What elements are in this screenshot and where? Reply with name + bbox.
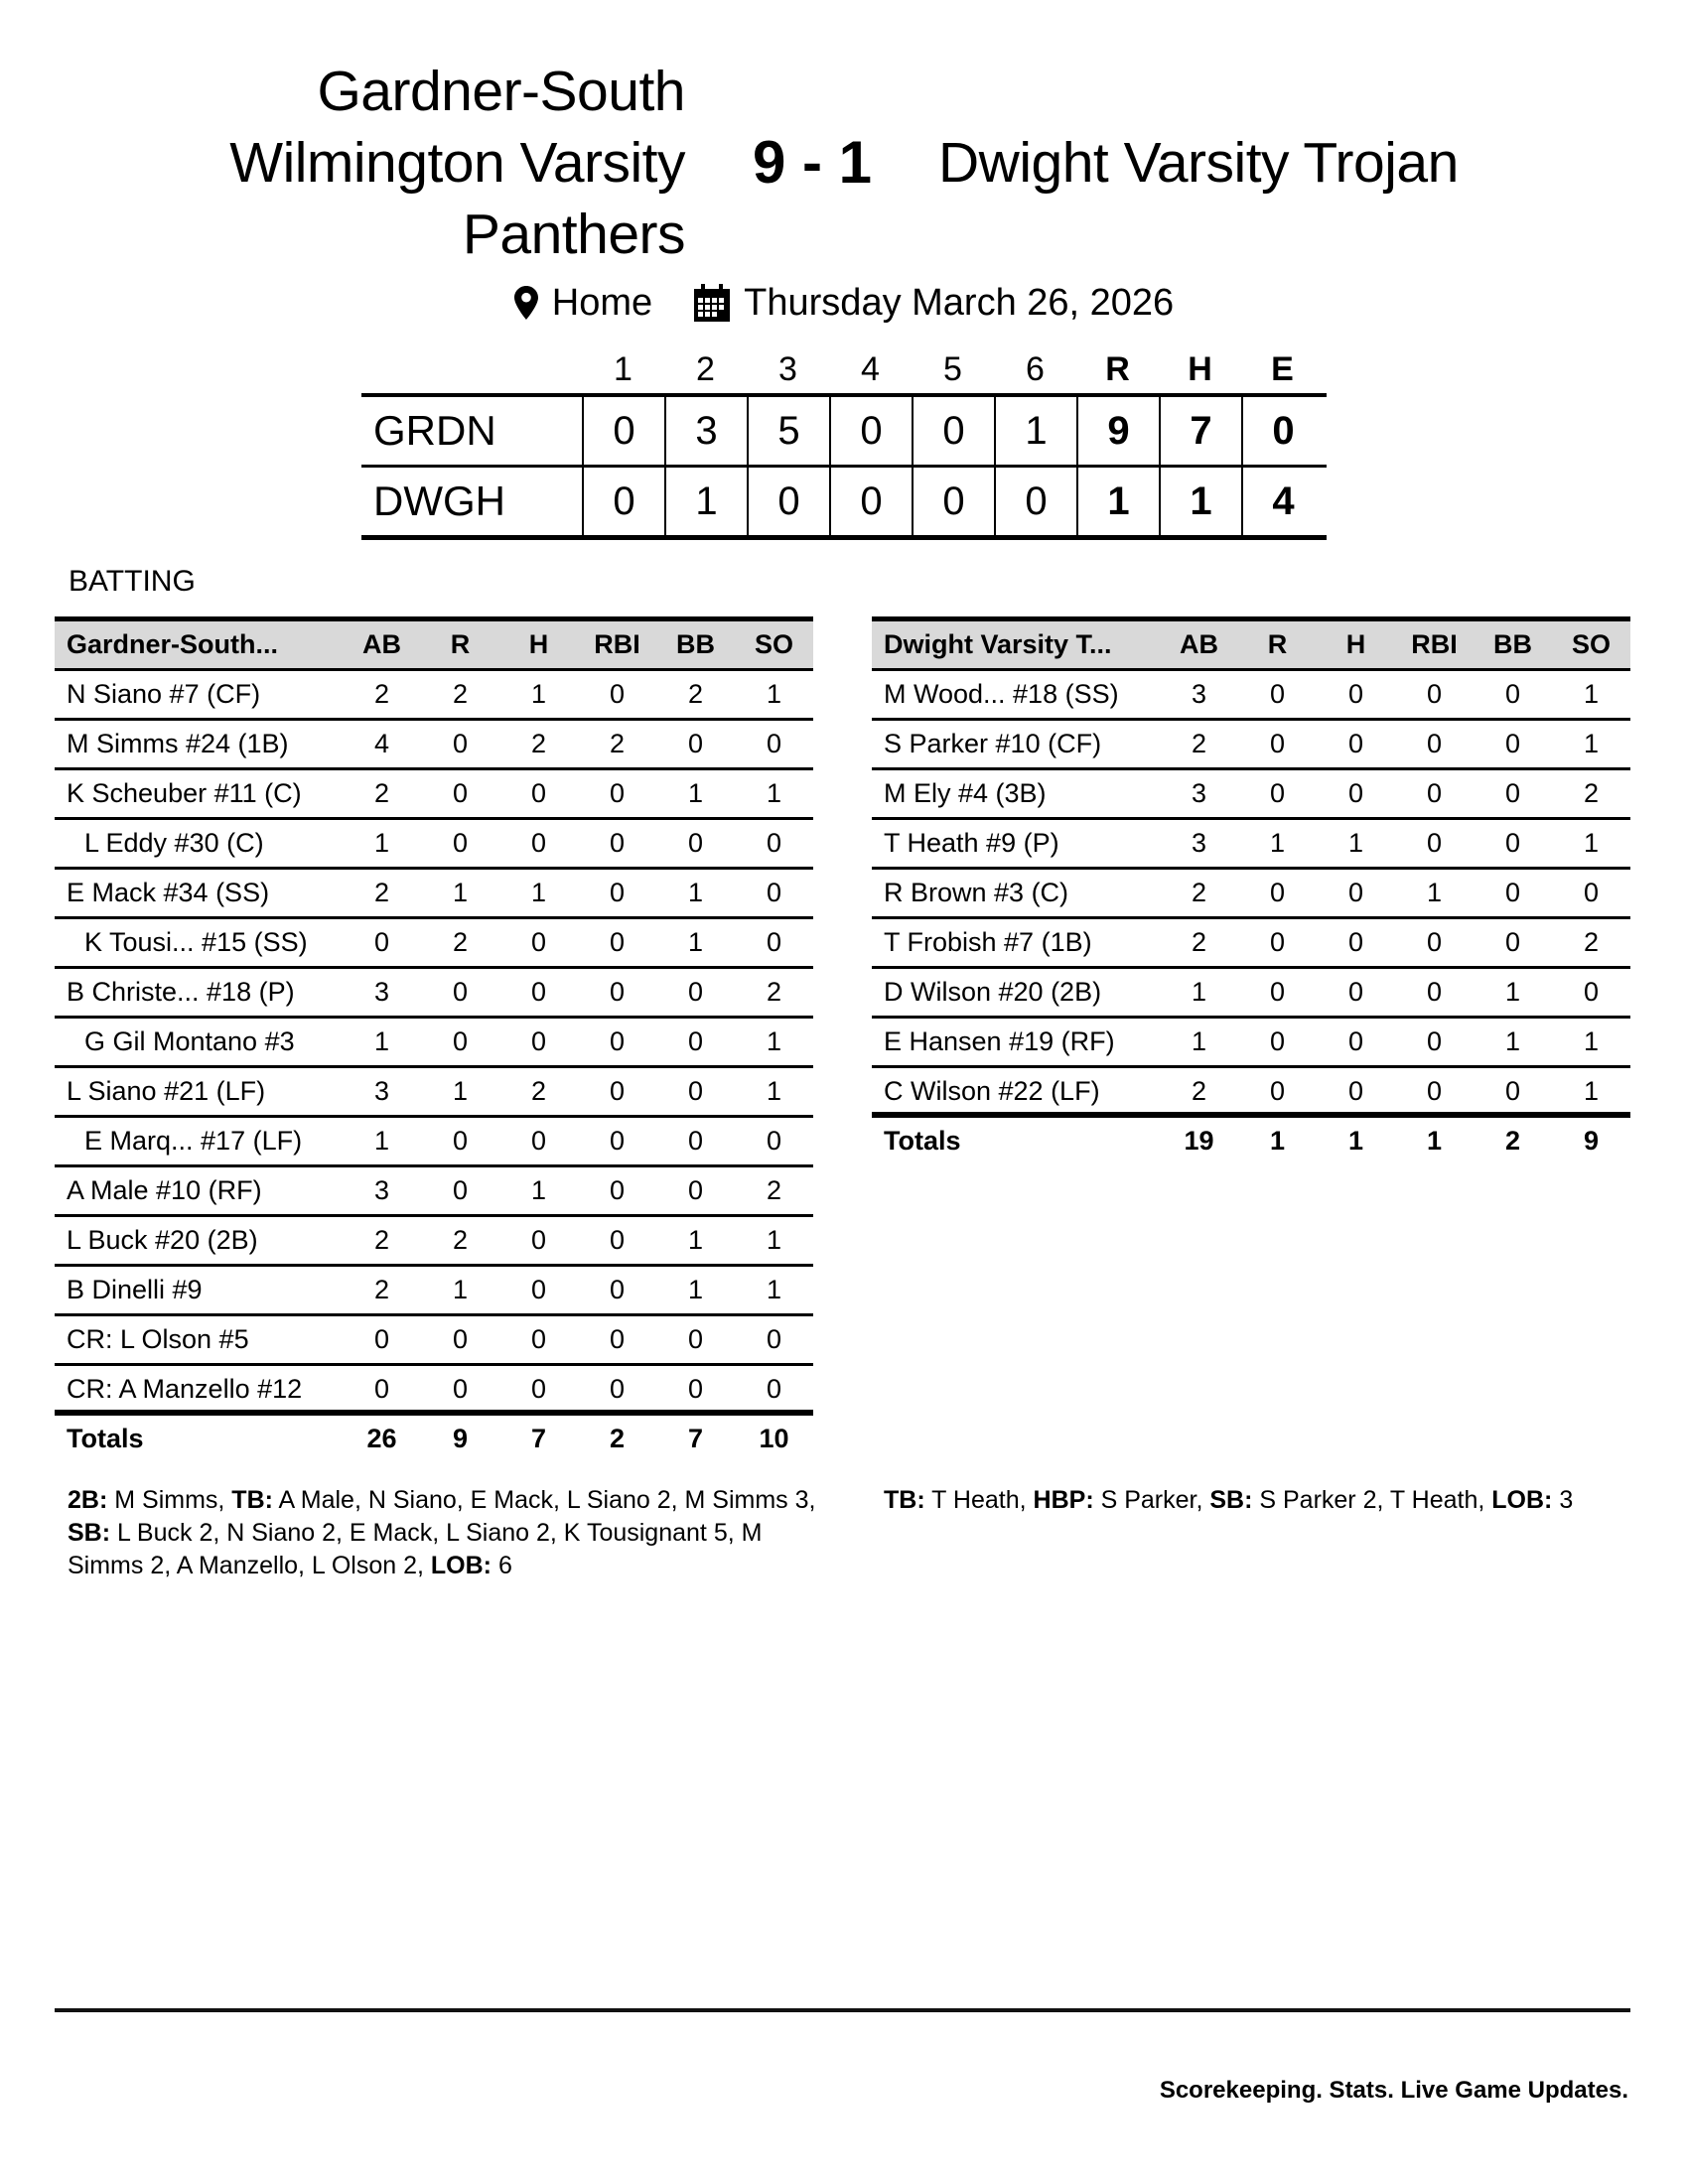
stat-ab: 2 (373, 679, 390, 709)
stat-rbi: 0 (1426, 778, 1443, 808)
stat-column-header-r: R (450, 629, 471, 659)
stat-ab: 3 (373, 977, 390, 1007)
stat-column-header-bb: BB (1493, 629, 1532, 659)
stat-rbi: 0 (1426, 977, 1443, 1007)
player-name: R Brown #3 (C) (884, 878, 1069, 907)
stat-bb: 1 (1504, 1026, 1521, 1056)
stat-column-header-h: H (528, 629, 549, 659)
stat-ab: 3 (1191, 778, 1207, 808)
inning-score: 0 (747, 468, 829, 535)
total-so: 10 (759, 1424, 789, 1453)
stat-ab: 2 (373, 1275, 390, 1304)
note-label: 2B: (68, 1486, 108, 1514)
stat-ab: 1 (1191, 1026, 1207, 1056)
player-name: S Parker #10 (CF) (884, 729, 1102, 758)
stat-so: 0 (1583, 977, 1600, 1007)
player-row (872, 870, 1630, 919)
total-bb: 2 (1504, 1126, 1521, 1156)
inning-score: 0 (912, 397, 994, 465)
stat-ab: 2 (373, 778, 390, 808)
stat-h: 0 (1347, 1026, 1364, 1056)
player-name: C Wilson #22 (LF) (884, 1076, 1100, 1106)
stat-bb: 0 (687, 729, 704, 758)
stat-so: 1 (766, 1076, 782, 1106)
away-batting-table (872, 616, 1630, 1167)
total-h: 7 (530, 1424, 547, 1453)
player-row (872, 1019, 1630, 1068)
stat-ab: 2 (1191, 878, 1207, 907)
stat-r: 0 (452, 1374, 469, 1404)
stat-r: 1 (452, 1275, 469, 1304)
stat-r: 0 (1269, 1026, 1286, 1056)
stat-bb: 1 (687, 927, 704, 957)
stat-rbi: 0 (609, 1324, 626, 1354)
inning-score: 1 (994, 397, 1076, 465)
stat-r: 1 (452, 878, 469, 907)
player-row (872, 969, 1630, 1019)
stat-bb: 0 (1504, 878, 1521, 907)
note-label: TB: (884, 1486, 925, 1514)
stat-rbi: 0 (609, 1374, 626, 1404)
stat-so: 1 (1583, 1076, 1600, 1106)
stat-so: 1 (766, 1026, 782, 1056)
totals-label: Totals (67, 1424, 144, 1453)
totals-row (872, 1118, 1630, 1167)
stat-h: 1 (530, 1175, 547, 1205)
home-batting-notes (68, 1484, 822, 1582)
player-row (55, 1068, 813, 1118)
stat-so: 1 (1583, 679, 1600, 709)
stat-so: 1 (1583, 729, 1600, 758)
stat-bb: 0 (1504, 778, 1521, 808)
table-header (872, 616, 1630, 671)
stat-ab: 2 (1191, 927, 1207, 957)
linescore-row-away (361, 465, 1327, 535)
stat-bb: 1 (1504, 977, 1521, 1007)
location-text: Home (551, 281, 653, 324)
stat-bb: 0 (1504, 927, 1521, 957)
stat-ab: 3 (1191, 679, 1207, 709)
player-name: L Buck #20 (2B) (67, 1225, 258, 1255)
team-abbr: DWGH (373, 478, 505, 524)
total-r: 9 (452, 1424, 469, 1453)
note-text: M Simms, (107, 1486, 232, 1514)
stat-h: 0 (1347, 1076, 1364, 1106)
note-label: TB: (231, 1486, 273, 1514)
stat-bb: 0 (687, 1374, 704, 1404)
footer-tagline: Scorekeeping. Stats. Live Game Updates. (1159, 2077, 1628, 2104)
player-name: E Hansen #19 (RF) (884, 1026, 1115, 1056)
stat-r: 2 (452, 679, 469, 709)
player-name: N Siano #7 (CF) (67, 679, 261, 709)
stat-r: 0 (1269, 927, 1286, 957)
stat-r: 0 (452, 828, 469, 858)
stat-bb: 2 (687, 679, 704, 709)
note-text: L Buck 2, N Siano 2, E Mack, L Siano 2, K Tousignant 5, M Simms 2, A Manzello, L Olson 2, (68, 1519, 763, 1579)
stat-ab: 0 (373, 1374, 390, 1404)
player-row (55, 969, 813, 1019)
away-team-name: Dwight Varsity Trojan (938, 131, 1459, 195)
note-text: 3 (1552, 1486, 1574, 1514)
calendar-icon (694, 284, 730, 322)
stat-rbi: 0 (1426, 1076, 1443, 1106)
stat-h: 0 (1347, 679, 1364, 709)
stat-ab: 0 (373, 927, 390, 957)
stat-bb: 0 (687, 1126, 704, 1156)
note-label: LOB: (430, 1552, 492, 1579)
stat-r: 0 (452, 1026, 469, 1056)
stat-column-header-rbi: RBI (594, 629, 640, 659)
stat-r: 0 (1269, 679, 1286, 709)
player-name: T Heath #9 (P) (884, 828, 1059, 858)
stat-ab: 2 (1191, 1076, 1207, 1106)
stat-bb: 0 (1504, 679, 1521, 709)
player-row (55, 671, 813, 721)
stat-so: 2 (1583, 778, 1600, 808)
player-name: CR: L Olson #5 (67, 1324, 249, 1354)
stat-r: 0 (452, 1324, 469, 1354)
stat-h: 0 (530, 1126, 547, 1156)
total-h: 1 (1347, 1126, 1364, 1156)
stat-so: 1 (1583, 1026, 1600, 1056)
total-errors: 4 (1241, 468, 1324, 535)
player-row (872, 721, 1630, 770)
linescore-header (361, 343, 1327, 393)
inning-score: 0 (829, 397, 912, 465)
stat-rbi: 0 (609, 1225, 626, 1255)
stat-so: 2 (766, 977, 782, 1007)
stat-rbi: 0 (1426, 729, 1443, 758)
stat-h: 0 (530, 977, 547, 1007)
stat-ab: 1 (373, 1126, 390, 1156)
stat-h: 0 (530, 927, 547, 957)
inning-header: 3 (778, 350, 797, 388)
stat-h: 2 (530, 729, 547, 758)
stat-bb: 0 (687, 1026, 704, 1056)
player-row (55, 1316, 813, 1366)
note-text: T Heath, (924, 1486, 1034, 1514)
stat-bb: 0 (687, 1324, 704, 1354)
stat-rbi: 0 (609, 828, 626, 858)
player-row (872, 770, 1630, 820)
inning-score: 1 (664, 468, 747, 535)
stat-bb: 0 (1504, 828, 1521, 858)
stat-h: 0 (1347, 778, 1364, 808)
player-name: K Tousi... #15 (SS) (84, 927, 308, 957)
inning-header: 5 (943, 350, 962, 388)
player-row (55, 870, 813, 919)
home-team-name-line: Wilmington Varsity (229, 131, 685, 195)
stat-h: 0 (530, 828, 547, 858)
batting-section-label: BATTING (69, 565, 196, 598)
player-row (872, 820, 1630, 870)
home-team-name-line: Panthers (462, 203, 685, 266)
player-row (872, 919, 1630, 969)
note-text: A Male, N Siano, E Mack, L Siano 2, M Simms 3, (272, 1486, 816, 1514)
stat-rbi: 0 (609, 1175, 626, 1205)
stat-so: 1 (766, 778, 782, 808)
stat-h: 0 (530, 1026, 547, 1056)
stat-so: 1 (766, 1225, 782, 1255)
stat-rbi: 2 (609, 729, 626, 758)
stat-so: 0 (766, 1324, 782, 1354)
player-row (55, 1366, 813, 1416)
stat-bb: 0 (687, 977, 704, 1007)
stat-bb: 1 (687, 1275, 704, 1304)
stat-rbi: 0 (609, 679, 626, 709)
stat-column-header-ab: AB (1180, 629, 1218, 659)
player-name: E Mack #34 (SS) (67, 878, 270, 907)
stat-h: 0 (530, 1374, 547, 1404)
player-row (55, 770, 813, 820)
inning-score: 0 (582, 468, 664, 535)
inning-score: 0 (912, 468, 994, 535)
inning-header: 2 (696, 350, 715, 388)
totals-label: Totals (884, 1126, 961, 1156)
player-name: D Wilson #20 (2B) (884, 977, 1102, 1007)
player-row (872, 671, 1630, 721)
inning-header: 1 (614, 350, 633, 388)
stat-h: 0 (530, 1225, 547, 1255)
stat-so: 2 (766, 1175, 782, 1205)
stat-bb: 0 (687, 828, 704, 858)
stat-rbi: 0 (609, 1275, 626, 1304)
stat-ab: 1 (1191, 977, 1207, 1007)
stat-bb: 0 (1504, 1076, 1521, 1106)
player-name: L Siano #21 (LF) (67, 1076, 266, 1106)
team-column-header: Gardner-South... (67, 629, 279, 659)
stat-column-header-r: R (1267, 629, 1288, 659)
stat-bb: 0 (687, 1076, 704, 1106)
inning-score: 0 (829, 468, 912, 535)
stat-r: 1 (1269, 828, 1286, 858)
stat-rbi: 0 (609, 1026, 626, 1056)
stat-h: 2 (530, 1076, 547, 1106)
player-row (55, 820, 813, 870)
total-rbi: 1 (1426, 1126, 1443, 1156)
stat-so: 0 (766, 1374, 782, 1404)
stat-so: 0 (1583, 878, 1600, 907)
inning-score: 3 (664, 397, 747, 465)
stat-ab: 0 (373, 1324, 390, 1354)
linescore-table (361, 343, 1327, 540)
total-so: 9 (1583, 1126, 1600, 1156)
player-name: CR: A Manzello #12 (67, 1374, 303, 1404)
total-runs: 1 (1076, 468, 1159, 535)
stat-rbi: 0 (1426, 1026, 1443, 1056)
final-score: 9 - 1 (752, 129, 873, 196)
player-name: M Ely #4 (3B) (884, 778, 1047, 808)
inning-score: 0 (994, 468, 1076, 535)
stat-rbi: 1 (1426, 878, 1443, 907)
stat-rbi: 0 (609, 778, 626, 808)
player-name: K Scheuber #11 (C) (67, 778, 302, 808)
stat-r: 0 (1269, 729, 1286, 758)
total-errors: 0 (1241, 397, 1324, 465)
stat-h: 1 (1347, 828, 1364, 858)
total-bb: 7 (687, 1424, 704, 1453)
footer-divider (55, 2008, 1630, 2012)
stat-ab: 2 (1191, 729, 1207, 758)
player-row (55, 919, 813, 969)
stat-so: 1 (766, 1275, 782, 1304)
stat-rbi: 0 (609, 977, 626, 1007)
stat-column-header-so: SO (1571, 629, 1611, 659)
stat-r: 0 (1269, 977, 1286, 1007)
stat-ab: 3 (373, 1175, 390, 1205)
stat-so: 0 (766, 729, 782, 758)
map-pin-icon (514, 286, 538, 320)
stat-h: 0 (1347, 927, 1364, 957)
note-label: LOB: (1491, 1486, 1553, 1514)
player-name: L Eddy #30 (C) (84, 828, 264, 858)
table-header (55, 616, 813, 671)
total-hits: 7 (1159, 397, 1241, 465)
note-text: S Parker 2, T Heath, (1252, 1486, 1492, 1514)
player-name: E Marq... #17 (LF) (84, 1126, 303, 1156)
stat-rbi: 0 (609, 1126, 626, 1156)
stat-ab: 3 (1191, 828, 1207, 858)
stat-h: 0 (530, 778, 547, 808)
total-ab: 26 (366, 1424, 397, 1453)
stat-r: 0 (452, 778, 469, 808)
inning-header: 6 (1026, 350, 1045, 388)
player-row (872, 1068, 1630, 1118)
stat-r: 0 (1269, 778, 1286, 808)
inning-header: 4 (861, 350, 880, 388)
stat-bb: 1 (687, 1225, 704, 1255)
stat-ab: 4 (373, 729, 390, 758)
player-row (55, 1217, 813, 1267)
note-text: 6 (492, 1552, 512, 1579)
stat-so: 2 (1583, 927, 1600, 957)
stat-ab: 3 (373, 1076, 390, 1106)
player-row (55, 1019, 813, 1068)
stat-r: 2 (452, 927, 469, 957)
stat-r: 0 (1269, 1076, 1286, 1106)
stat-rbi: 0 (609, 878, 626, 907)
stat-r: 0 (452, 977, 469, 1007)
stat-h: 1 (530, 679, 547, 709)
stat-bb: 1 (687, 778, 704, 808)
home-batting-table (55, 616, 813, 1465)
stat-so: 0 (766, 927, 782, 957)
team-column-header: Dwight Varsity T... (884, 629, 1112, 659)
player-name: A Male #10 (RF) (67, 1175, 262, 1205)
stat-r: 0 (452, 729, 469, 758)
stat-r: 0 (452, 1126, 469, 1156)
stat-bb: 1 (687, 878, 704, 907)
note-text: S Parker, (1093, 1486, 1210, 1514)
stat-ab: 2 (373, 1225, 390, 1255)
total-ab: 19 (1184, 1126, 1214, 1156)
total-hits: 1 (1159, 468, 1241, 535)
player-name: B Dinelli #9 (67, 1275, 203, 1304)
player-name: M Simms #24 (1B) (67, 729, 289, 758)
note-label: SB: (1209, 1486, 1253, 1514)
runs-header: R (1105, 350, 1130, 388)
stat-so: 0 (766, 1126, 782, 1156)
stat-bb: 0 (687, 1175, 704, 1205)
player-row (55, 1118, 813, 1167)
game-location (514, 282, 652, 325)
stat-rbi: 0 (1426, 927, 1443, 957)
stat-h: 0 (1347, 729, 1364, 758)
team-abbr: GRDN (373, 407, 496, 454)
stat-r: 0 (452, 1175, 469, 1205)
stat-column-header-so: SO (754, 629, 793, 659)
stat-so: 0 (766, 828, 782, 858)
player-row (55, 721, 813, 770)
stat-r: 1 (452, 1076, 469, 1106)
total-r: 1 (1269, 1126, 1286, 1156)
player-name: B Christe... #18 (P) (67, 977, 295, 1007)
home-team-name-line: Gardner-South (317, 60, 685, 123)
stat-bb: 0 (1504, 729, 1521, 758)
player-row (55, 1267, 813, 1316)
game-date (694, 282, 1174, 325)
stat-so: 1 (766, 679, 782, 709)
stat-h: 0 (1347, 977, 1364, 1007)
totals-row (55, 1416, 813, 1465)
stat-r: 2 (452, 1225, 469, 1255)
stat-rbi: 0 (609, 927, 626, 957)
stat-h: 0 (530, 1275, 547, 1304)
linescore-row-home (361, 397, 1327, 465)
inning-score: 0 (582, 397, 664, 465)
total-runs: 9 (1076, 397, 1159, 465)
stat-rbi: 0 (609, 1076, 626, 1106)
player-name: T Frobish #7 (1B) (884, 927, 1092, 957)
stat-h: 1 (530, 878, 547, 907)
stat-so: 1 (1583, 828, 1600, 858)
stat-column-header-rbi: RBI (1411, 629, 1458, 659)
note-label: HBP: (1033, 1486, 1094, 1514)
note-label: SB: (68, 1519, 111, 1547)
away-batting-notes (884, 1484, 1638, 1517)
inning-score: 5 (747, 397, 829, 465)
stat-column-header-ab: AB (362, 629, 401, 659)
player-name: M Wood... #18 (SS) (884, 679, 1119, 709)
stat-ab: 1 (373, 828, 390, 858)
stat-h: 0 (1347, 878, 1364, 907)
player-row (55, 1167, 813, 1217)
date-text: Thursday March 26, 2026 (744, 281, 1175, 324)
stat-column-header-h: H (1345, 629, 1366, 659)
stat-ab: 1 (373, 1026, 390, 1056)
stat-ab: 2 (373, 878, 390, 907)
stat-rbi: 0 (1426, 679, 1443, 709)
stat-rbi: 0 (1426, 828, 1443, 858)
stat-so: 0 (766, 878, 782, 907)
home-team-name (50, 56, 685, 270)
errors-header: E (1271, 350, 1294, 388)
stat-column-header-bb: BB (676, 629, 715, 659)
game-meta (0, 278, 1688, 328)
stat-h: 0 (530, 1324, 547, 1354)
hits-header: H (1188, 350, 1212, 388)
player-name: G Gil Montano #3 (84, 1026, 295, 1056)
total-rbi: 2 (609, 1424, 626, 1453)
stat-r: 0 (1269, 878, 1286, 907)
